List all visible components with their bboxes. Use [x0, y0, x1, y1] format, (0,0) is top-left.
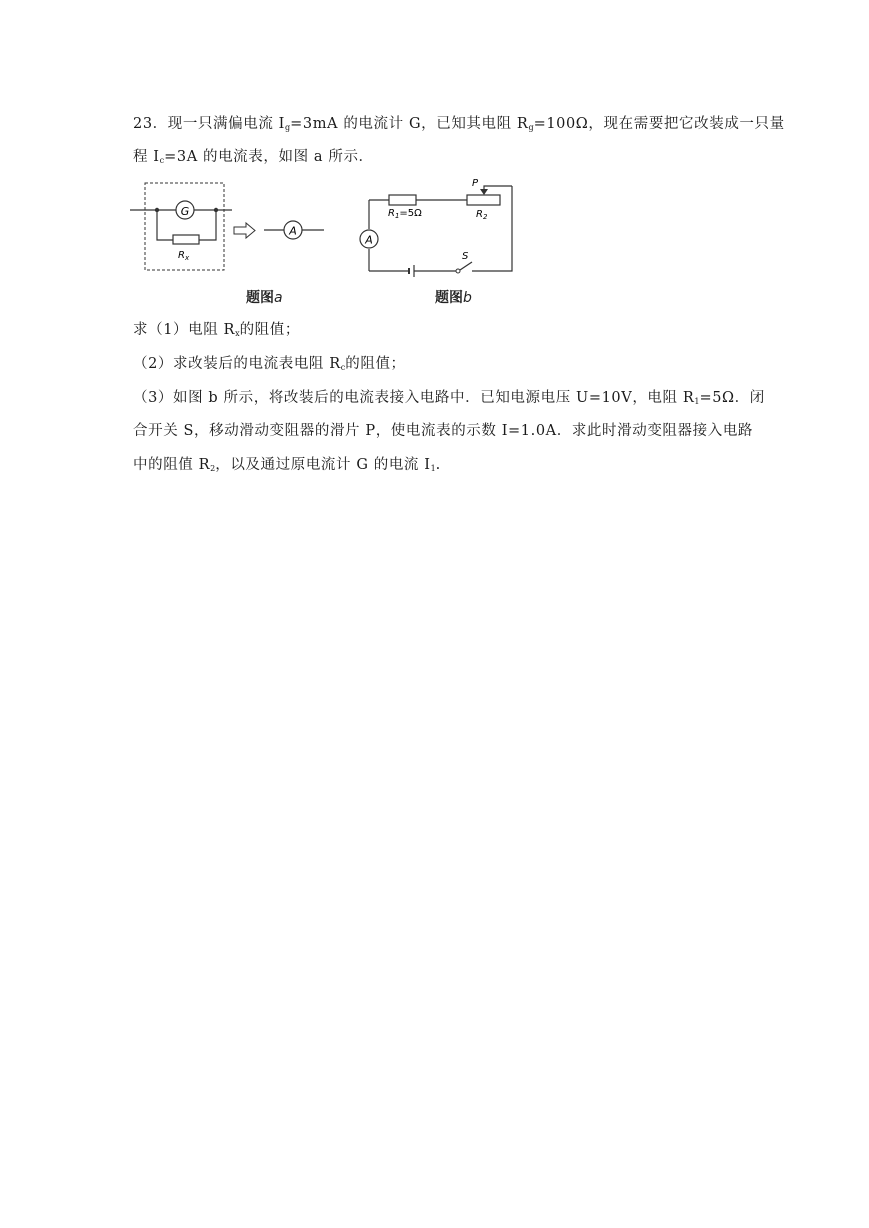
figure-a-caption: 题图a [246, 290, 283, 306]
arrow-icon [234, 223, 255, 238]
switch-contact [456, 269, 460, 273]
resistor-r1-label: $R_1=5\Omega$ [388, 208, 422, 220]
figure-a-diagram [128, 176, 338, 311]
switch-s-label: S [462, 251, 469, 262]
resistor-rx-label: $R_x$ [178, 250, 190, 262]
galvanometer-label: G [180, 205, 190, 218]
switch-blade [460, 262, 472, 270]
figure-b-diagram [355, 176, 525, 311]
resistor-r2-label: $R_2$ [476, 209, 488, 221]
resistor-r1 [389, 195, 416, 205]
figure-b-caption: 题图b [435, 290, 472, 306]
figure-b [355, 176, 525, 315]
question-line-6: 合开关 S，移动滑动变阻器的滑片 P，使电流表的示数 I=1.0A．求此时滑动变阻器接入电路 [133, 423, 754, 439]
question-line-3: 求（1）电阻 $R_x$的阻值； [133, 322, 300, 338]
ammeter-label: A [289, 224, 297, 238]
question-line-2: 程 $I_c=3A$ 的电流表，如图 a 所示． [133, 149, 374, 165]
ammeter-b-label: A [365, 233, 373, 247]
slider-p-label: P [472, 178, 479, 189]
question-line-1: 23．现一只满偏电流 $I_g=3mA$ 的电流计 G，已知其电阻 $R_g=100\Omega$，现在需要把它改装成一只量 [133, 116, 785, 132]
question-line-4: （2）求改装后的电流表电阻 $R_c$的阻值； [133, 356, 406, 372]
resistor-rx [173, 235, 199, 244]
slider-arrow-icon [480, 189, 488, 195]
question-line-5: （3）如图 b 所示，将改装后的电流表接入电路中．已知电源电压 U=10V，电阻 $R_1=5\Omega$．闭 [133, 390, 765, 406]
question-line-7: 中的阻值 $R_2$，以及通过原电流计 G 的电流 $I_1$. [133, 457, 441, 473]
figure-a [128, 176, 338, 315]
resistor-r2 [467, 195, 500, 205]
